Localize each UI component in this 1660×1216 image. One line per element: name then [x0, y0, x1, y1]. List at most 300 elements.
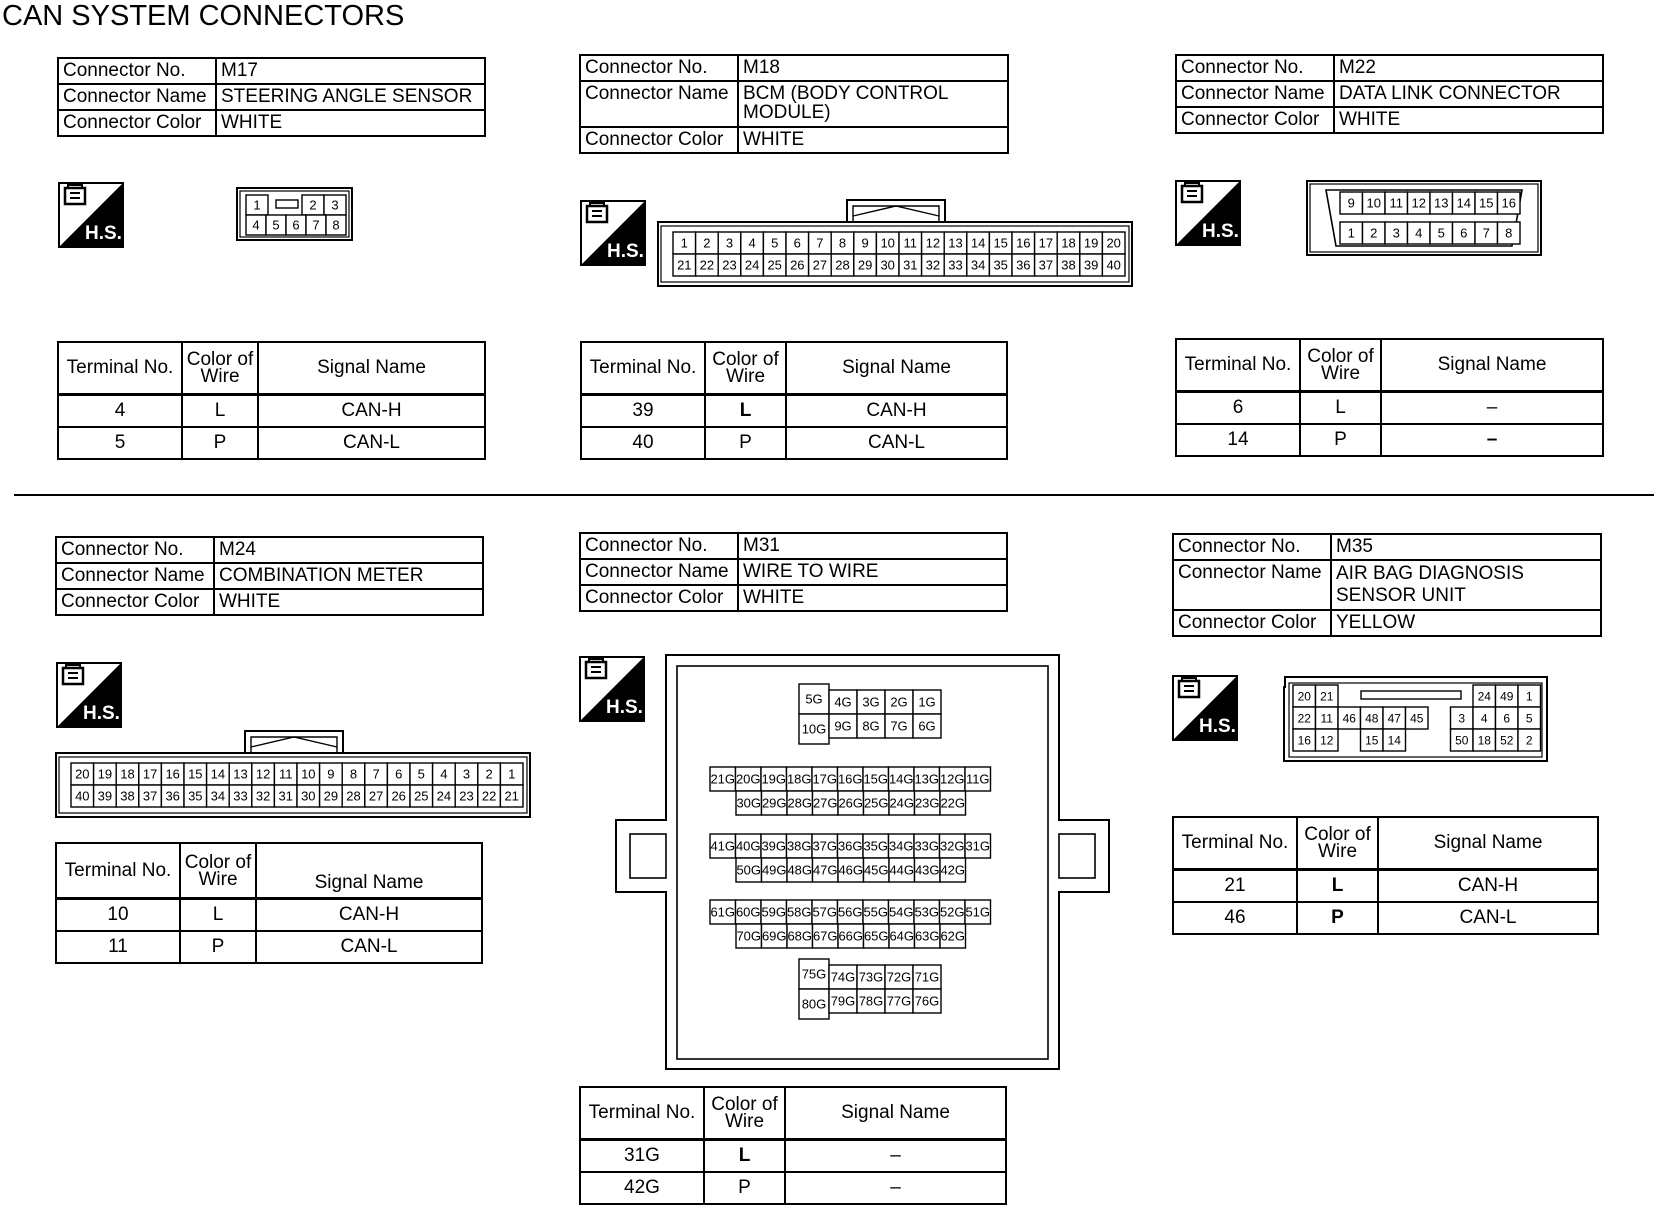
signal-name: CAN-H: [258, 395, 485, 428]
header-terminal-no: Terminal No.: [580, 1087, 704, 1140]
pin-label: 67G: [812, 928, 838, 944]
m22-connector-name: DATA LINK CONNECTOR: [1334, 81, 1603, 107]
table-row: [56, 899, 482, 932]
pin-label: 49G: [761, 862, 787, 878]
m22-connector-color: WHITE: [1334, 107, 1603, 133]
pin-label: 17: [142, 766, 158, 782]
pin-label: 34: [210, 788, 226, 804]
table-row: [581, 427, 1007, 459]
latch: [847, 200, 945, 222]
signal-name: CAN-H: [256, 899, 482, 932]
hs-label: H.S.: [1202, 221, 1239, 242]
pin-label: 19: [97, 766, 113, 782]
m17-connector-name: STEERING ANGLE SENSOR: [216, 84, 485, 110]
pin-label: 13G: [914, 771, 940, 787]
table-row: [58, 395, 485, 428]
pin-label: 12: [1320, 733, 1334, 748]
label-connector-no: Connector No.: [1173, 534, 1331, 560]
pin-label: 5: [1525, 711, 1533, 726]
pin-label: 3: [725, 235, 734, 251]
pin-label: 2G: [890, 694, 908, 710]
pin-label: 28: [346, 788, 361, 804]
table-row: [1173, 870, 1598, 903]
pin-label: 5: [272, 217, 280, 233]
label-connector-name: Connector Name: [1176, 81, 1334, 107]
pin-label: 13: [948, 235, 963, 251]
terminal-no: 5: [58, 427, 182, 459]
pin-label: 4: [1480, 711, 1488, 726]
terminal-no: 14: [1176, 424, 1300, 456]
pin-label: 32: [925, 257, 941, 273]
pin-label: 1: [680, 235, 688, 251]
pin-label: 14: [970, 235, 986, 251]
m18-connector-face: [657, 198, 1133, 288]
harness-side-icon: [580, 200, 646, 266]
label-connector-color: Connector Color: [1176, 107, 1334, 133]
pin-label: 47G: [812, 862, 838, 878]
pin-label: 14: [210, 766, 226, 782]
pin-label: 48: [1365, 711, 1379, 726]
pin-label: 18: [1477, 733, 1491, 748]
pin-label: 9: [327, 766, 335, 782]
pin-label: 34: [970, 257, 986, 273]
pin-label: 21G: [710, 771, 736, 787]
pin-label: 23: [459, 788, 474, 804]
pin-label: 1: [508, 766, 516, 782]
table-row: [1176, 392, 1603, 425]
label-connector-color: Connector Color: [58, 110, 216, 136]
pin-label: 38G: [786, 838, 812, 854]
pin-label: 73G: [858, 969, 884, 985]
label-connector-name: Connector Name: [56, 563, 214, 589]
pin-label: 11: [278, 766, 293, 782]
pin-label: 36: [1016, 257, 1031, 273]
pin-label: 15: [1365, 733, 1379, 748]
pin-label: 37: [142, 788, 158, 804]
pin-label: 38: [120, 788, 135, 804]
pin-label: 50G: [736, 862, 762, 878]
header-wire: Wire: [724, 1111, 765, 1132]
pin-label: 40: [75, 788, 90, 804]
pin-label: 22G: [940, 795, 966, 811]
pin-label: 80G: [801, 996, 827, 1012]
pin-label: 7: [1482, 225, 1490, 241]
m31-info-table: [579, 532, 1008, 612]
pin-label: 13: [233, 766, 248, 782]
table-row: [58, 427, 485, 459]
pin-label: 30: [880, 257, 895, 273]
label-connector-no: Connector No.: [580, 55, 738, 81]
table-row: [56, 931, 482, 963]
pin-label: 31G: [965, 838, 991, 854]
pin-label: 35: [993, 257, 1008, 273]
wire-color: P: [182, 427, 258, 459]
pin-label: 40: [1106, 257, 1121, 273]
wire-color: L: [705, 395, 786, 428]
pin-label: 12: [925, 235, 941, 251]
header-terminal-no: Terminal No.: [1173, 817, 1297, 870]
pin-label: 12G: [939, 771, 965, 787]
m18-connector-no: M18: [738, 55, 1008, 81]
pin-label: 36G: [837, 838, 863, 854]
pin-label: 18: [1061, 235, 1076, 251]
pin-label: 25: [414, 788, 429, 804]
pin-label: 58G: [786, 904, 812, 920]
pin-label: 7: [372, 766, 380, 782]
pin-label: 2: [309, 197, 317, 213]
m35-connector-no: M35: [1331, 534, 1601, 560]
pin-label: 37G: [812, 838, 838, 854]
pin-label: 2: [1525, 733, 1533, 748]
pin-label: 13: [1434, 195, 1449, 211]
pin-label: 3: [1392, 225, 1400, 241]
section-divider: [14, 494, 1654, 496]
header-color-of-wire: [1300, 339, 1381, 392]
pin-label: 37: [1038, 257, 1054, 273]
pin-label: 26: [790, 257, 805, 273]
terminal-no: 40: [581, 427, 705, 459]
m17-connector-color: WHITE: [216, 110, 485, 136]
pin-label: 76G: [914, 993, 940, 1009]
pin-label: 5G: [805, 691, 823, 707]
pin-label: 74G: [830, 969, 856, 985]
pin-label: 1: [253, 197, 261, 213]
pin-label: 8: [1505, 225, 1513, 241]
pin-label: 7G: [890, 718, 908, 734]
signal-name: CAN-H: [1378, 870, 1598, 903]
pin-label: 27: [368, 788, 384, 804]
header-color-of-wire: [182, 342, 258, 395]
pin-label: 2: [485, 766, 493, 782]
pin-label: 5: [1437, 225, 1445, 241]
connector-outline: [630, 834, 666, 878]
pin-label: 8: [349, 766, 358, 782]
m31-terminal-table: [579, 1086, 1007, 1205]
pin-label: 53G: [914, 904, 940, 920]
header-signal-name: Signal Name: [258, 342, 485, 395]
pin-label: 64G: [889, 928, 915, 944]
pin-label: 5: [771, 235, 779, 251]
pin-label: 38: [1061, 257, 1076, 273]
m17-terminal-table: [57, 341, 486, 460]
pin-label: 4: [1415, 225, 1423, 241]
header-wire: Wire: [198, 868, 238, 890]
pin-label: 32: [255, 788, 271, 804]
pin-label: 22: [481, 788, 497, 804]
signal-name: –: [785, 1140, 1006, 1173]
pin-label: 3: [462, 766, 471, 782]
signal-name: CAN-H: [786, 395, 1007, 428]
pin-label: 45: [1410, 711, 1424, 726]
pin-label: 30G: [736, 795, 762, 811]
wire-color: L: [180, 899, 256, 932]
label-connector-color: Connector Color: [580, 585, 738, 611]
pin-label: 12: [255, 766, 271, 782]
m17-connector-face: [236, 187, 354, 243]
pin-label: 63G: [914, 928, 940, 944]
label-connector-no: Connector No.: [56, 537, 214, 563]
pin-label: 4: [252, 217, 260, 233]
hs-label: H.S.: [606, 697, 643, 718]
m17-info-table: [57, 57, 486, 137]
pin-label: 22: [699, 257, 715, 273]
header-terminal-no: Terminal No.: [56, 843, 180, 899]
pin-label: 16: [1297, 733, 1311, 748]
wire-color: P: [180, 931, 256, 963]
header-signal-name: Signal Name: [1378, 817, 1598, 870]
pin-label: 27G: [812, 795, 838, 811]
page-title: CAN SYSTEM CONNECTORS: [2, 0, 405, 32]
pin-label: 60G: [735, 904, 761, 920]
header-signal-name: Signal Name: [1381, 339, 1603, 392]
label-connector-color: Connector Color: [1173, 610, 1331, 636]
m24-connector-name: COMBINATION METER: [214, 563, 483, 589]
wire-color: P: [705, 427, 786, 459]
header-signal-name: Signal Name: [786, 342, 1007, 395]
pin-label: 79G: [830, 993, 856, 1009]
harness-side-icon: [58, 182, 124, 248]
pin-label: 25G: [863, 795, 889, 811]
pin-label: 47: [1387, 711, 1401, 726]
pin-label: 39: [1083, 257, 1099, 273]
table-row: [580, 1140, 1006, 1173]
pin-label: 28G: [787, 795, 813, 811]
wire-color: L: [182, 395, 258, 428]
m31-connector-color: WHITE: [738, 585, 1007, 611]
terminal-no: 46: [1173, 902, 1297, 934]
pin-label: 33G: [914, 838, 940, 854]
header-color-of: Color of: [184, 851, 252, 873]
m35-connector-name-line-2: SENSOR UNIT: [1336, 585, 1466, 606]
m18-info-table: [579, 54, 1009, 154]
pin-label: 43G: [914, 862, 940, 878]
pin-label: 6: [292, 217, 300, 233]
pin-label: 20G: [735, 771, 761, 787]
pin-label: 52G: [939, 904, 965, 920]
terminal-no: 4: [58, 395, 182, 428]
label-connector-name: Connector Name: [580, 81, 738, 127]
pin-label: 20: [1297, 689, 1311, 704]
pin-label: 17G: [812, 771, 838, 787]
pin-label: 56G: [837, 904, 863, 920]
label-connector-name: Connector Name: [580, 559, 738, 585]
pin-label: 10G: [801, 721, 827, 737]
pin-label: 20: [75, 766, 90, 782]
header-color-of-wire: [1297, 817, 1378, 870]
m24-terminal-table: [55, 842, 483, 964]
pin-label: 3G: [862, 694, 880, 710]
wire-color: L: [1297, 870, 1378, 903]
header-signal-name: Signal Name: [785, 1087, 1006, 1140]
pin-label: 44G: [889, 862, 915, 878]
header-wire: Wire: [725, 366, 766, 387]
pin-label: 8G: [862, 718, 880, 734]
pin-label: 16: [165, 766, 180, 782]
pin-label: 9: [1347, 195, 1355, 211]
harness-side-icon: [56, 662, 122, 728]
latch-ramp: [251, 737, 337, 747]
m24-connector-color: WHITE: [214, 589, 483, 615]
terminal-no: 39: [581, 395, 705, 428]
m35-connector-name-line-1: AIR BAG DIAGNOSIS: [1336, 563, 1524, 584]
pin-label: 24G: [889, 795, 915, 811]
m35-terminal-table: [1172, 816, 1599, 935]
pin-label: 16: [1016, 235, 1031, 251]
pin-label: 77G: [886, 993, 912, 1009]
pin-label: 9: [861, 235, 869, 251]
pin-label: 24: [744, 257, 760, 273]
table-row: [1176, 424, 1603, 456]
pin-label: 16: [1501, 195, 1516, 211]
pin-label: 19G: [761, 771, 787, 787]
header-terminal-no: Terminal No.: [1176, 339, 1300, 392]
label-connector-name: Connector Name: [1173, 560, 1331, 610]
pin-label: 54G: [888, 904, 914, 920]
pin-label: 36: [165, 788, 180, 804]
header-color-of-wire: [705, 342, 786, 395]
m18-terminal-table: [580, 341, 1008, 460]
pin-label: 6: [395, 766, 403, 782]
pin-label: 34G: [888, 838, 914, 854]
signal-name: –: [785, 1172, 1006, 1204]
pin-label: 48G: [787, 862, 813, 878]
terminal-no: 11: [56, 931, 180, 963]
pin-label: 35G: [863, 838, 889, 854]
pin-label: 32G: [939, 838, 965, 854]
table-row: [581, 395, 1007, 428]
header-color-of-wire: [704, 1087, 785, 1140]
pin-label: 66G: [838, 928, 864, 944]
pin-label: 57G: [812, 904, 838, 920]
pin-label: 33: [948, 257, 963, 273]
lock-slot: [1361, 691, 1461, 699]
m17-connector-no: M17: [216, 58, 485, 84]
connector-outline: [1059, 834, 1095, 878]
header-color-of-wire: [180, 843, 256, 899]
header-signal-name: Signal Name: [256, 843, 482, 899]
label-connector-no: Connector No.: [580, 533, 738, 559]
pin-label: 27: [812, 257, 828, 273]
pin-label: 31: [278, 788, 293, 804]
latch: [245, 731, 343, 753]
header-color-of: Color of: [1304, 824, 1371, 845]
pin-label: 25: [767, 257, 782, 273]
header-color-of: Color of: [186, 349, 254, 370]
pin-label: 39G: [761, 838, 787, 854]
pin-label: 14: [1387, 733, 1401, 748]
pin-label: 49: [1500, 689, 1514, 704]
signal-name: CAN-L: [786, 427, 1007, 459]
pin-label: 5: [417, 766, 425, 782]
header-terminal-no: Terminal No.: [581, 342, 705, 395]
m35-connector-face: [1283, 675, 1549, 763]
pin-label: 29: [857, 257, 873, 273]
pin-label: 8: [838, 235, 847, 251]
pin-label: 39: [97, 788, 113, 804]
pin-label: 46G: [838, 862, 864, 878]
signal-name: CAN-L: [258, 427, 485, 459]
pin-label: 40G: [735, 838, 761, 854]
pin-label: 4G: [834, 694, 852, 710]
pin-label: 7: [816, 235, 824, 251]
pin-label: 45G: [863, 862, 889, 878]
pin-label: 24: [436, 788, 452, 804]
latch-inner: [251, 737, 337, 753]
pin-label: 4: [748, 235, 756, 251]
pin-label: 26: [391, 788, 406, 804]
m22-info-table: [1175, 54, 1604, 134]
pin-label: 6: [1503, 711, 1511, 726]
pin-label: 18G: [786, 771, 812, 787]
pin-label: 62G: [940, 928, 966, 944]
signal-name: –: [1381, 424, 1603, 456]
signal-name: –: [1381, 392, 1603, 425]
pin-label: 6: [793, 235, 801, 251]
wire-color: P: [1297, 902, 1378, 934]
pin-label: 21: [1320, 689, 1334, 704]
m24-connector-no: M24: [214, 537, 483, 563]
pin-label: 11: [1389, 195, 1403, 211]
header-wire: Wire: [1317, 841, 1358, 862]
pin-label: 70G: [736, 928, 762, 944]
pin-label: 55G: [863, 904, 889, 920]
pin-label: 2: [703, 235, 711, 251]
pin-label: 46: [1342, 711, 1356, 726]
wire-color: P: [1300, 424, 1381, 456]
wire-color: P: [704, 1172, 785, 1204]
header-color-of: Color of: [1307, 346, 1374, 367]
wire-color: L: [1300, 392, 1381, 425]
m31-connector-name: WIRE TO WIRE: [738, 559, 1007, 585]
terminal-no: 6: [1176, 392, 1300, 425]
pin-label: 17: [1038, 235, 1054, 251]
pin-label: 2: [1370, 225, 1378, 241]
signal-name: CAN-L: [256, 931, 482, 963]
latch-ramp: [853, 206, 939, 216]
pin-label: 11: [1320, 711, 1333, 726]
header-wire: Wire: [1320, 363, 1361, 384]
pin-label: 19: [1083, 235, 1099, 251]
pin-label: 10: [880, 235, 895, 251]
m31-connector-no: M31: [738, 533, 1007, 559]
pin-label: 72G: [886, 969, 912, 985]
pin-label: 4: [440, 766, 448, 782]
pin-label: 30: [301, 788, 316, 804]
terminal-no: 10: [56, 899, 180, 932]
pin-label: 51G: [965, 904, 991, 920]
terminal-no: 31G: [580, 1140, 704, 1173]
pin-label: 68G: [787, 928, 813, 944]
table-row: [580, 1172, 1006, 1204]
pin-label: 29G: [761, 795, 787, 811]
hs-label: H.S.: [607, 241, 644, 262]
harness-side-icon: [1172, 675, 1238, 741]
m35-connector-name: [1331, 560, 1601, 610]
label-connector-color: Connector Color: [56, 589, 214, 615]
pin-label: 24: [1477, 689, 1491, 704]
pin-label: 33: [233, 788, 248, 804]
pin-label: 18: [120, 766, 135, 782]
pin-label: 69G: [761, 928, 787, 944]
harness-side-icon: [1175, 180, 1241, 246]
m31-connector-face: [615, 654, 1110, 1070]
header-color-of: Color of: [711, 1094, 778, 1115]
pin-label: 52: [1500, 733, 1514, 748]
m18-connector-name: BCM (BODY CONTROL MODULE): [738, 81, 1008, 127]
m18-connector-color: WHITE: [738, 127, 1008, 153]
m35-connector-color: YELLOW: [1331, 610, 1601, 636]
pin-label: 31: [903, 257, 918, 273]
